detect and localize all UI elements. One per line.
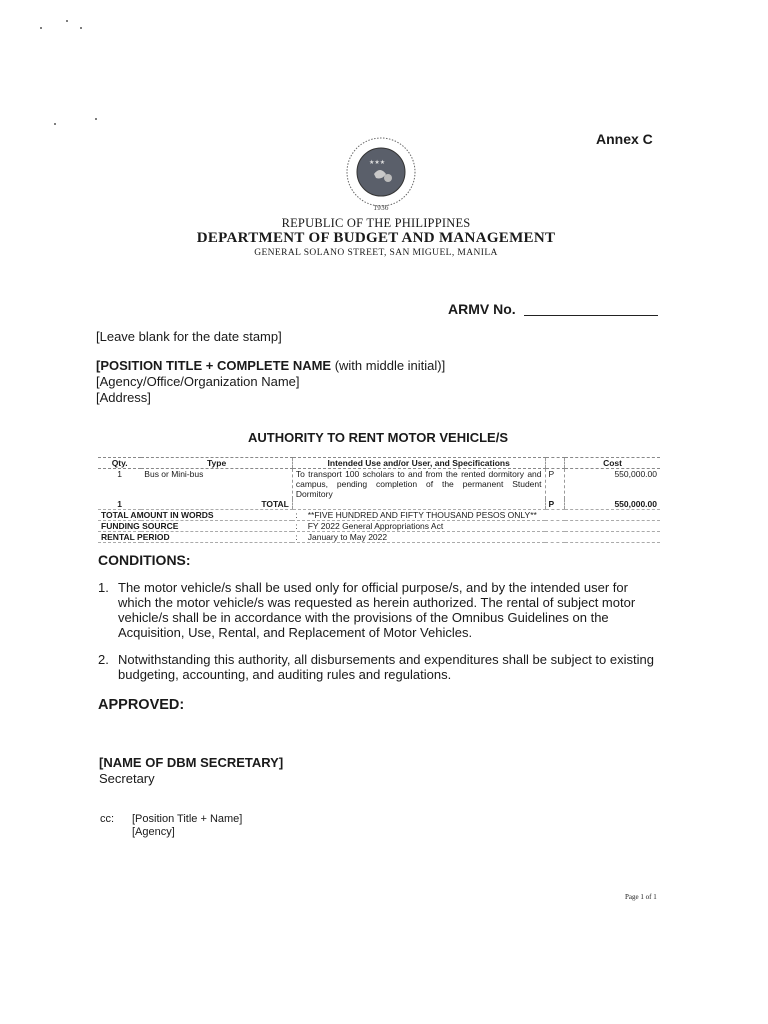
col-cost: Cost (565, 458, 660, 469)
col-type: Type (141, 458, 292, 469)
words-value: **FIVE HUNDRED AND FIFTY THOUSAND PESOS ONLY** (307, 510, 537, 520)
col-peso (545, 458, 565, 469)
total-intended (292, 499, 545, 510)
addressee-position-bold: [POSITION TITLE + COMPLETE NAME (96, 358, 332, 373)
seal-year: 1936 (373, 205, 389, 212)
rental-row (98, 532, 660, 543)
addressee-agency: [Agency/Office/Organization Name] (96, 374, 300, 389)
table-row (98, 469, 660, 500)
row-type: Bus or Mini-bus (144, 469, 204, 479)
scan-speck (80, 27, 82, 29)
colon: : (295, 532, 298, 542)
armv-blank-line (524, 315, 658, 316)
condition-number: 1. (98, 580, 109, 595)
svg-text:★★★: ★★★ (369, 159, 386, 166)
cc-line-2: [Agency] (132, 826, 175, 838)
total-row (98, 499, 660, 510)
total-qty: 1 (98, 499, 141, 510)
row-cost: 550,000.00 (565, 469, 660, 500)
armv-label: ARMV No. (448, 301, 516, 317)
funding-row (98, 521, 660, 532)
signatory-name: [NAME OF DBM SECRETARY] (99, 755, 284, 770)
page-number: Page 1 of 1 (625, 893, 657, 901)
colon: : (295, 521, 298, 531)
total-cost: 550,000.00 (565, 499, 660, 510)
vehicle-table (98, 457, 660, 543)
date-stamp-note: [Leave blank for the date stamp] (96, 329, 282, 344)
annex-label: Annex C (596, 131, 653, 147)
addressee-position-rest: (with middle initial)] (331, 358, 446, 373)
condition-text: Notwithstanding this authority, all disbursements and expenditures shall be subject to existing budgeting, accounting, and auditing rules and regulations. (118, 652, 654, 682)
cc-block (100, 813, 242, 839)
conditions-heading: CONDITIONS: (98, 552, 191, 568)
republic-line: REPUBLIC OF THE PHILIPPINES (281, 216, 471, 230)
condition-text: The motor vehicle/s shall be used only for official purpose/s, and by the intended user for which the motor vehicle/s was requested as herein authorized. The rental of subject motor vehicle/s shall be in accordance with the provisions of the Omnibus Guidelines on the Acquisition, Use, Rental, and Replacement of Motor Vehicles. (118, 580, 636, 640)
scan-speck (66, 20, 68, 22)
addressee-address: [Address] (96, 390, 151, 405)
condition-item (98, 652, 664, 682)
signatory-title: Secretary (99, 771, 155, 786)
rental-value-cell (292, 532, 660, 543)
scan-speck (95, 118, 97, 120)
department-address: GENERAL SOLANO STREET, SAN MIGUEL, MANILA (254, 248, 498, 258)
total-peso: P (545, 499, 565, 510)
row-intended: To transport 100 scholars to and from the rented dormitory and campus, pending completion of the permanent Student Dormitory (292, 469, 545, 500)
signatory-block (99, 755, 283, 787)
funding-value: FY 2022 General Appropriations Act (307, 521, 444, 531)
words-label: TOTAL AMOUNT IN WORDS (98, 510, 292, 521)
total-label: TOTAL (141, 499, 292, 510)
row-qty: 1 (117, 469, 123, 479)
condition-item (98, 580, 664, 640)
funding-value-cell (292, 521, 660, 532)
dbm-seal-icon (336, 134, 426, 214)
col-qty: Qty. (98, 458, 141, 469)
document-title: AUTHORITY TO RENT MOTOR VEHICLE/S (247, 430, 509, 445)
addressee-position (96, 358, 445, 374)
addressee-block (96, 358, 445, 406)
words-row (98, 510, 660, 521)
col-intended: Intended Use and/or User, and Specifications (292, 458, 545, 469)
condition-number: 2. (98, 652, 109, 667)
department-name: DEPARTMENT OF BUDGET AND MANAGEMENT (196, 230, 556, 246)
rental-value: January to May 2022 (307, 532, 388, 542)
rental-label: RENTAL PERIOD (98, 532, 292, 543)
cc-line-1: [Position Title + Name] (132, 813, 243, 825)
funding-label: FUNDING SOURCE (98, 521, 292, 532)
cc-label: cc: (100, 813, 115, 825)
approved-heading: APPROVED: (98, 697, 185, 713)
row-peso: P (545, 469, 565, 500)
scan-speck (54, 123, 56, 125)
colon: : (295, 510, 298, 520)
table-header-row (98, 458, 660, 469)
words-value-cell (292, 510, 660, 521)
scan-speck (40, 27, 42, 29)
